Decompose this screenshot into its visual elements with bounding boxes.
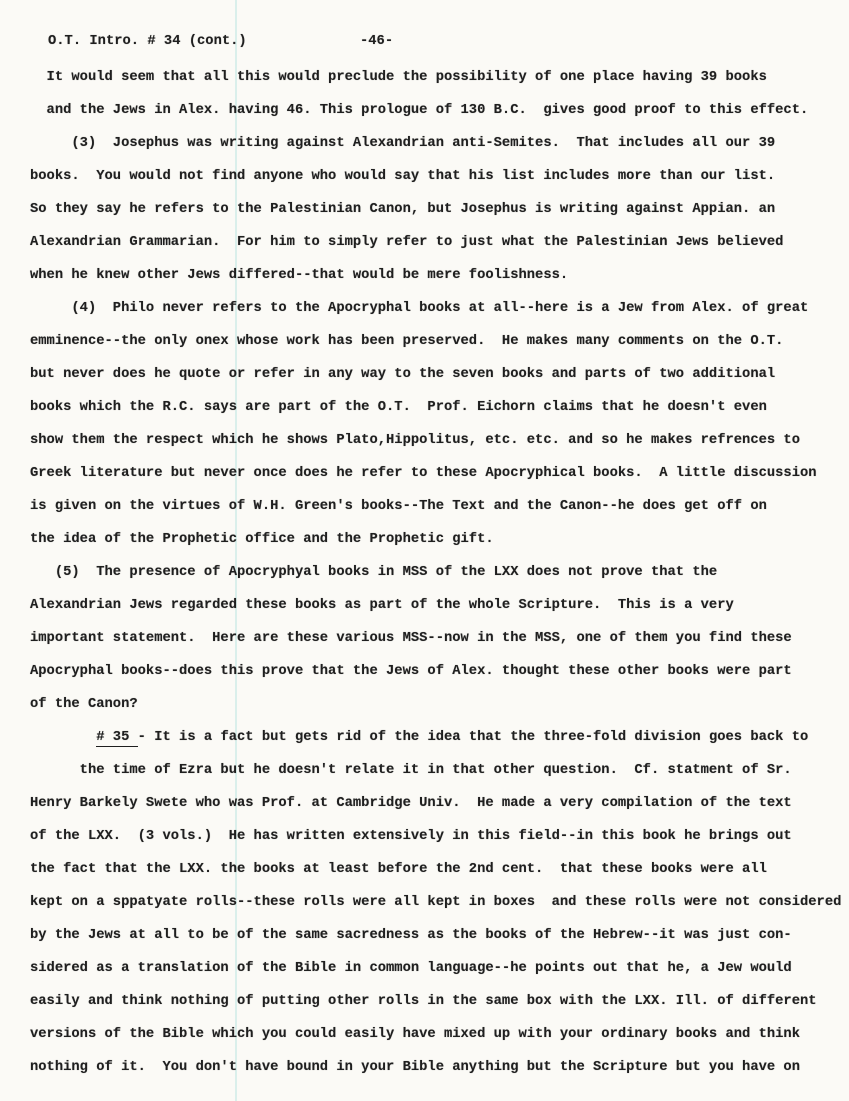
line-text: sidered as a translation of the Bible in common language--he points out that he, a Jew would xyxy=(30,961,792,976)
line-text: when he knew other Jews differed--that would be mere foolishness. xyxy=(30,268,569,283)
document-body xyxy=(30,61,847,1084)
body-line xyxy=(30,919,847,952)
body-line xyxy=(30,622,847,655)
body-line xyxy=(30,655,847,688)
line-text: Henry Barkely Swete who was Prof. at Cambridge Univ. He made a very compilation of the text xyxy=(30,796,792,811)
line-text: Greek literature but never once does he refer to these Apocryphical books. A little discussion xyxy=(30,466,817,481)
line-text: - It is a fact but gets rid of the idea that the three-fold division goes back to xyxy=(137,730,809,745)
body-line xyxy=(30,94,847,127)
body-line xyxy=(30,292,847,325)
underlined-section-number: # 35 xyxy=(96,730,138,745)
line-text: Apocryphal books--does this prove that the Jews of Alex. thought these other books were part xyxy=(30,664,792,679)
body-line xyxy=(30,226,847,259)
body-line xyxy=(30,1051,847,1084)
body-line xyxy=(30,1018,847,1051)
line-text: kept on a sppatyate rolls--these rolls were all kept in boxes and these rolls were not considered xyxy=(30,895,842,910)
page-header xyxy=(0,34,849,54)
line-text: of the Canon? xyxy=(30,697,138,712)
line-text: and the Jews in Alex. having 46. This prologue of 130 B.C. gives good proof to this effect. xyxy=(30,103,809,118)
body-line xyxy=(30,985,847,1018)
body-line xyxy=(30,787,847,820)
line-text: Alexandrian Jews regarded these books as part of the whole Scripture. This is a very xyxy=(30,598,734,613)
line-text: of the LXX. (3 vols.) He has written extensively in this field--in this book he brings out xyxy=(30,829,792,844)
body-line xyxy=(30,259,847,292)
line-text: but never does he quote or refer in any way to the seven books and parts of two additional xyxy=(30,367,776,382)
line-text: the idea of the Prophetic office and the Prophetic gift. xyxy=(30,532,494,547)
line-text: Alexandrian Grammarian. For him to simply refer to just what the Palestinian Jews believed xyxy=(30,235,784,250)
body-line xyxy=(30,490,847,523)
line-text: (3) Josephus was writing against Alexandrian anti-Semites. That includes all our 39 xyxy=(30,136,776,151)
body-line xyxy=(30,325,847,358)
line-text: (4) Philo never refers to the Apocryphal books at all--here is a Jew from Alex. of great xyxy=(30,301,809,316)
line-text: is given on the virtues of W.H. Green's books--The Text and the Canon--he does get off on xyxy=(30,499,767,514)
line-text: the time of Ezra but he doesn't relate it in that other question. Cf. statment of Sr. xyxy=(30,763,792,778)
line-text: nothing of it. You don't have bound in your Bible anything but the Scripture but you have on xyxy=(30,1060,800,1075)
line-text: the fact that the LXX. the books at least before the 2nd cent. that these books were all xyxy=(30,862,767,877)
line-text: by the Jews at all to be of the same sacredness as the books of the Hebrew--it was just con- xyxy=(30,928,792,943)
line-text: It would seem that all this would preclude the possibility of one place having 39 books xyxy=(30,70,767,85)
header-page-number: -46- xyxy=(360,34,394,49)
body-line xyxy=(30,61,847,94)
header-course-label: O.T. Intro. # 34 (cont.) xyxy=(48,34,247,49)
line-text: (5) The presence of Apocryphyal books in MSS of the LXX does not prove that the xyxy=(30,565,718,580)
body-line xyxy=(30,391,847,424)
line-text: versions of the Bible which you could easily have mixed up with your ordinary books and think xyxy=(30,1027,800,1042)
line-text: books which the R.C. says are part of the O.T. Prof. Eichorn claims that he doesn't even xyxy=(30,400,767,415)
line-text xyxy=(30,730,96,745)
line-text: show them the respect which he shows Plato,Hippolitus, etc. etc. and so he makes refrences to xyxy=(30,433,800,448)
body-line xyxy=(30,127,847,160)
body-line xyxy=(30,589,847,622)
body-line xyxy=(30,556,847,589)
body-line xyxy=(30,160,847,193)
body-line xyxy=(30,358,847,391)
body-line xyxy=(30,193,847,226)
body-line xyxy=(30,688,847,721)
line-text: books. You would not find anyone who would say that his list includes more than our list. xyxy=(30,169,776,184)
body-line xyxy=(30,424,847,457)
line-text: emminence--the only onex whose work has been preserved. He makes many comments on the O.T. xyxy=(30,334,784,349)
body-line xyxy=(30,523,847,556)
body-line xyxy=(30,853,847,886)
line-text: easily and think nothing of putting other rolls in the same box with the LXX. Ill. of different xyxy=(30,994,817,1009)
body-line xyxy=(30,457,847,490)
line-text: So they say he refers to the Palestinian Canon, but Josephus is writing against Appian. an xyxy=(30,202,776,217)
body-line xyxy=(30,721,847,754)
body-line xyxy=(30,886,847,919)
body-line xyxy=(30,952,847,985)
line-text: important statement. Here are these various MSS--now in the MSS, one of them you find these xyxy=(30,631,792,646)
body-line xyxy=(30,754,847,787)
body-line xyxy=(30,820,847,853)
